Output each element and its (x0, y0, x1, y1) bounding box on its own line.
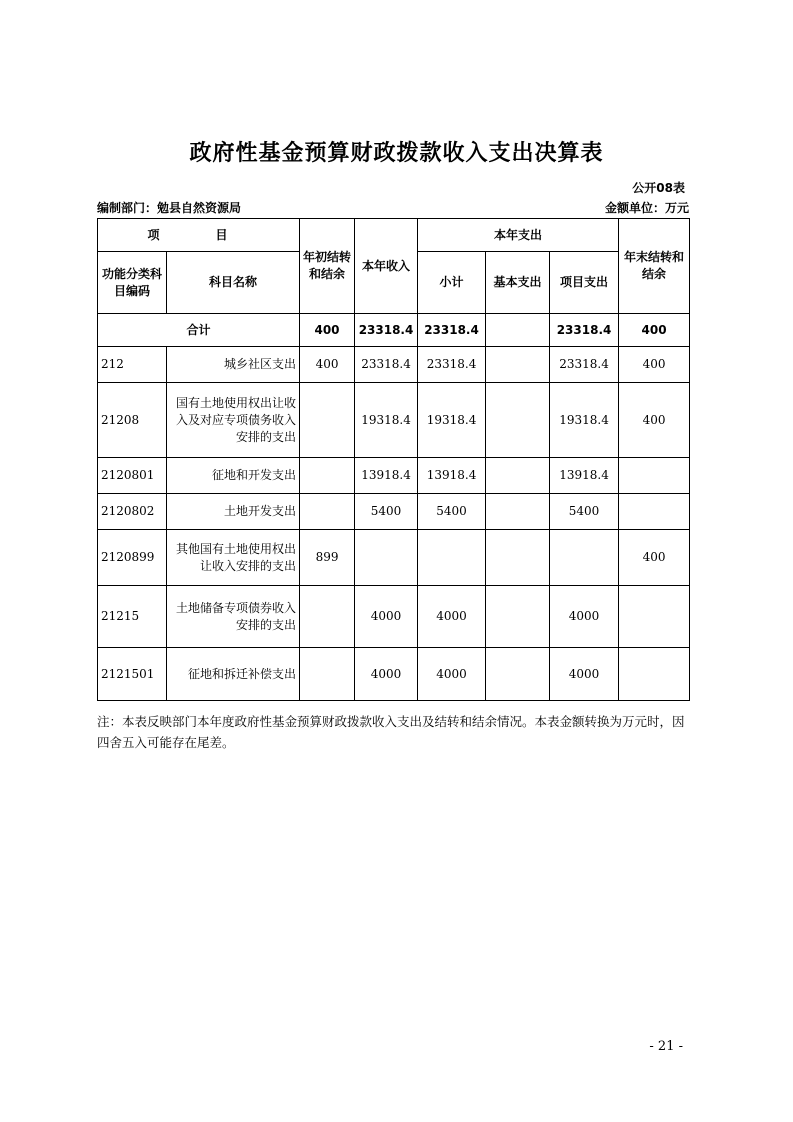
row-begin: 899 (300, 530, 355, 586)
row-project: 13918.4 (550, 458, 619, 494)
row-name: 国有土地使用权出让收入及对应专项债务收入安排的支出 (167, 383, 300, 458)
row-begin (300, 494, 355, 530)
row-code: 2121501 (98, 648, 167, 701)
row-name: 土地开发支出 (167, 494, 300, 530)
row-basic (486, 347, 550, 383)
unit-label: 金额单位：万元 (604, 201, 689, 215)
table-row (98, 494, 690, 530)
row-end (619, 458, 690, 494)
header-income: 本年收入 (355, 219, 418, 314)
row-code: 2120801 (98, 458, 167, 494)
row-subtotal: 13918.4 (418, 458, 486, 494)
table-row (98, 648, 690, 701)
row-begin (300, 586, 355, 648)
row-income: 23318.4 (355, 347, 418, 383)
row-project: 4000 (550, 586, 619, 648)
row-end (619, 586, 690, 648)
row-subtotal: 4000 (418, 648, 486, 701)
row-end (619, 648, 690, 701)
row-code: 2120899 (98, 530, 167, 586)
row-begin: 400 (300, 347, 355, 383)
row-subtotal: 4000 (418, 586, 486, 648)
row-name: 征地和开发支出 (167, 458, 300, 494)
table-row (98, 530, 690, 586)
row-project: 4000 (550, 648, 619, 701)
header-project: 项目支出 (550, 252, 619, 314)
header-subject-name: 科目名称 (167, 252, 300, 314)
row-subtotal (418, 530, 486, 586)
row-basic (486, 586, 550, 648)
row-begin (300, 383, 355, 458)
row-basic (486, 458, 550, 494)
total-project: 23318.4 (550, 314, 619, 347)
total-income: 23318.4 (355, 314, 418, 347)
table-row (98, 458, 690, 494)
row-code: 21215 (98, 586, 167, 648)
page-number: - 21 - (649, 1039, 683, 1054)
form-number: 公开08表 (632, 181, 685, 195)
meta-row (97, 199, 689, 215)
table-row (98, 347, 690, 383)
row-name: 征地和拆迁补偿支出 (167, 648, 300, 701)
total-label: 合计 (98, 314, 300, 347)
row-subtotal: 23318.4 (418, 347, 486, 383)
row-code: 21208 (98, 383, 167, 458)
row-subtotal: 5400 (418, 494, 486, 530)
header-subtotal: 小计 (418, 252, 486, 314)
row-basic (486, 648, 550, 701)
header-item: 项 目 (98, 219, 300, 252)
row-end: 400 (619, 347, 690, 383)
total-basic (486, 314, 550, 347)
budget-table (97, 218, 690, 701)
header-func-code: 功能分类科目编码 (98, 252, 167, 314)
row-subtotal: 19318.4 (418, 383, 486, 458)
row-income: 4000 (355, 586, 418, 648)
row-name: 其他国有土地使用权出让收入安排的支出 (167, 530, 300, 586)
row-project: 19318.4 (550, 383, 619, 458)
total-begin: 400 (300, 314, 355, 347)
total-subtotal: 23318.4 (418, 314, 486, 347)
total-end: 400 (619, 314, 690, 347)
row-income: 19318.4 (355, 383, 418, 458)
row-project: 5400 (550, 494, 619, 530)
row-basic (486, 530, 550, 586)
header-end-balance: 年末结转和结余 (619, 219, 690, 314)
row-code: 212 (98, 347, 167, 383)
header-begin-balance: 年初结转和结余 (300, 219, 355, 314)
row-project (550, 530, 619, 586)
row-name: 土地储备专项债券收入安排的支出 (167, 586, 300, 648)
row-income: 13918.4 (355, 458, 418, 494)
table-row (98, 383, 690, 458)
row-name: 城乡社区支出 (167, 347, 300, 383)
header-expense-group: 本年支出 (418, 219, 619, 252)
row-basic (486, 383, 550, 458)
row-code: 2120802 (98, 494, 167, 530)
row-end: 400 (619, 530, 690, 586)
row-income (355, 530, 418, 586)
row-begin (300, 458, 355, 494)
header-basic: 基本支出 (486, 252, 550, 314)
row-begin (300, 648, 355, 701)
row-end (619, 494, 690, 530)
footnote: 注：本表反映部门本年度政府性基金预算财政拨款收入支出及结转和结余情况。本表金额转换为万元时，因四舍五入可能存在尾差。 (97, 714, 685, 750)
department-label: 编制部门：勉县自然资源局 (97, 201, 242, 215)
table-row (98, 586, 690, 648)
row-income: 5400 (355, 494, 418, 530)
row-basic (486, 494, 550, 530)
row-end: 400 (619, 383, 690, 458)
total-row (98, 314, 690, 347)
row-income: 4000 (355, 648, 418, 701)
row-project: 23318.4 (550, 347, 619, 383)
page-title: 政府性基金预算财政拨款收入支出决算表 (189, 141, 604, 166)
